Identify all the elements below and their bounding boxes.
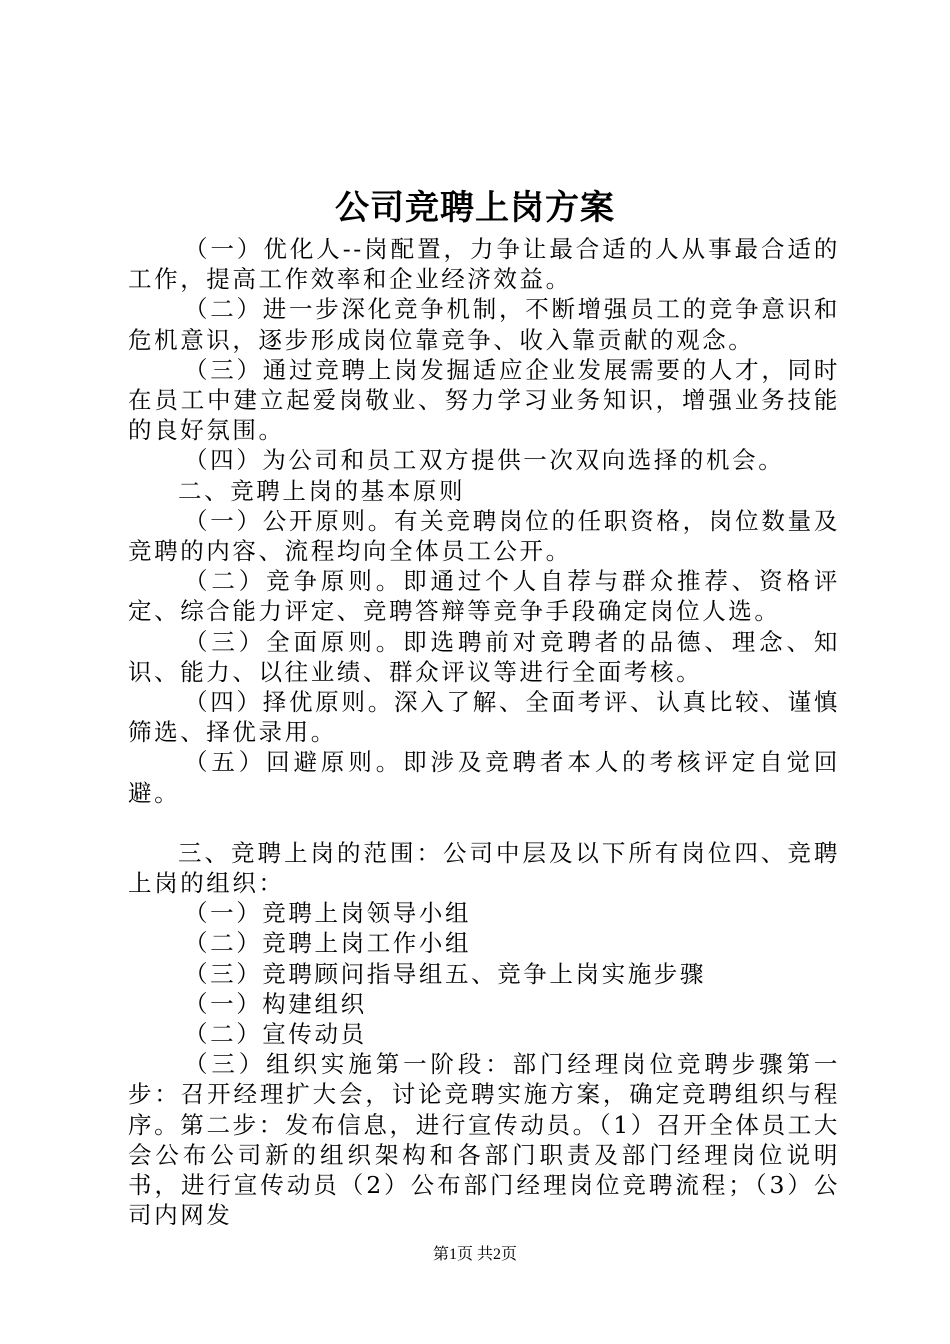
list-item-publicity: （二）宣传动员: [184, 1020, 367, 1049]
paragraph-principle-comprehensive: （三）全面原则。即选聘前对竞聘者的品德、理念、知识、能力、以往业绩、群众评议等进行全面考核。: [128, 627, 840, 686]
paragraph-goal-3: （三）通过竞聘上岗发掘适应企业发展需要的人才，同时在员工中建立起爱岗敬业、努力学习业务知识，增强业务技能的良好氛围。: [128, 355, 840, 445]
section-heading-scope: 三、竞聘上岗的范围：公司中层及以下所有岗位四、竞聘上岗的组织：: [128, 838, 840, 898]
paragraph-goal-1: （一）优化人--岗配置，力争让最合适的人从事最合适的工作，提高工作效率和企业经济效益。: [128, 235, 840, 294]
paragraph-goal-4: （四）为公司和员工双方提供一次双向选择的机会。: [184, 446, 785, 475]
paragraph-principle-recusal: （五）回避原则。即涉及竞聘者本人的考核评定自觉回避。: [128, 748, 840, 807]
paragraph-principle-open: （一）公开原则。有关竞聘岗位的任职资格，岗位数量及竞聘的内容、流程均向全体员工公开。: [128, 506, 840, 566]
paragraph-goal-2: （二）进一步深化竞争机制，不断增强员工的竞争意识和危机意识，逐步形成岗位靠竞争、收入靠贡献的观念。: [128, 295, 840, 354]
section-heading-principles: 二、竞聘上岗的基本原则: [178, 476, 466, 505]
list-item-advisory-group: （三）竞聘顾问指导组五、竞争上岗实施步骤: [184, 959, 706, 988]
paragraph-principle-merit: （四）择优原则。深入了解、全面考评、认真比较、谨慎筛选、择优录用。: [128, 688, 840, 747]
list-item-working-group: （二）竞聘上岗工作小组: [184, 929, 472, 958]
list-item-leadership-group: （一）竞聘上岗领导小组: [184, 899, 472, 928]
paragraph-principle-competition: （二）竞争原则。即通过个人自荐与群众推荐、资格评定、综合能力评定、竞聘答辩等竞争手段确定岗位人选。: [128, 567, 840, 626]
document-body: [128, 234, 840, 1231]
paragraph-spacer: [128, 808, 840, 838]
document-title: 公司竞聘上岗方案: [335, 188, 615, 228]
page-number-footer: 第1页 共2页: [432, 1246, 517, 1263]
list-item-build-organization: （一）构建组织: [184, 989, 367, 1018]
paragraph-implementation: （三）组织实施第一阶段：部门经理岗位竞聘步骤第一步：召开经理扩大会，讨论竞聘实施方案，确定竞聘组织与程序。第二步：发布信息，进行宣传动员。（1）召开全体员工大会公布公司新的组织架构和各部门职责及部门经理岗位说明书，进行宣传动员（2）公布部门经理岗位竞聘流程；（3）公司内网发: [128, 1050, 840, 1230]
